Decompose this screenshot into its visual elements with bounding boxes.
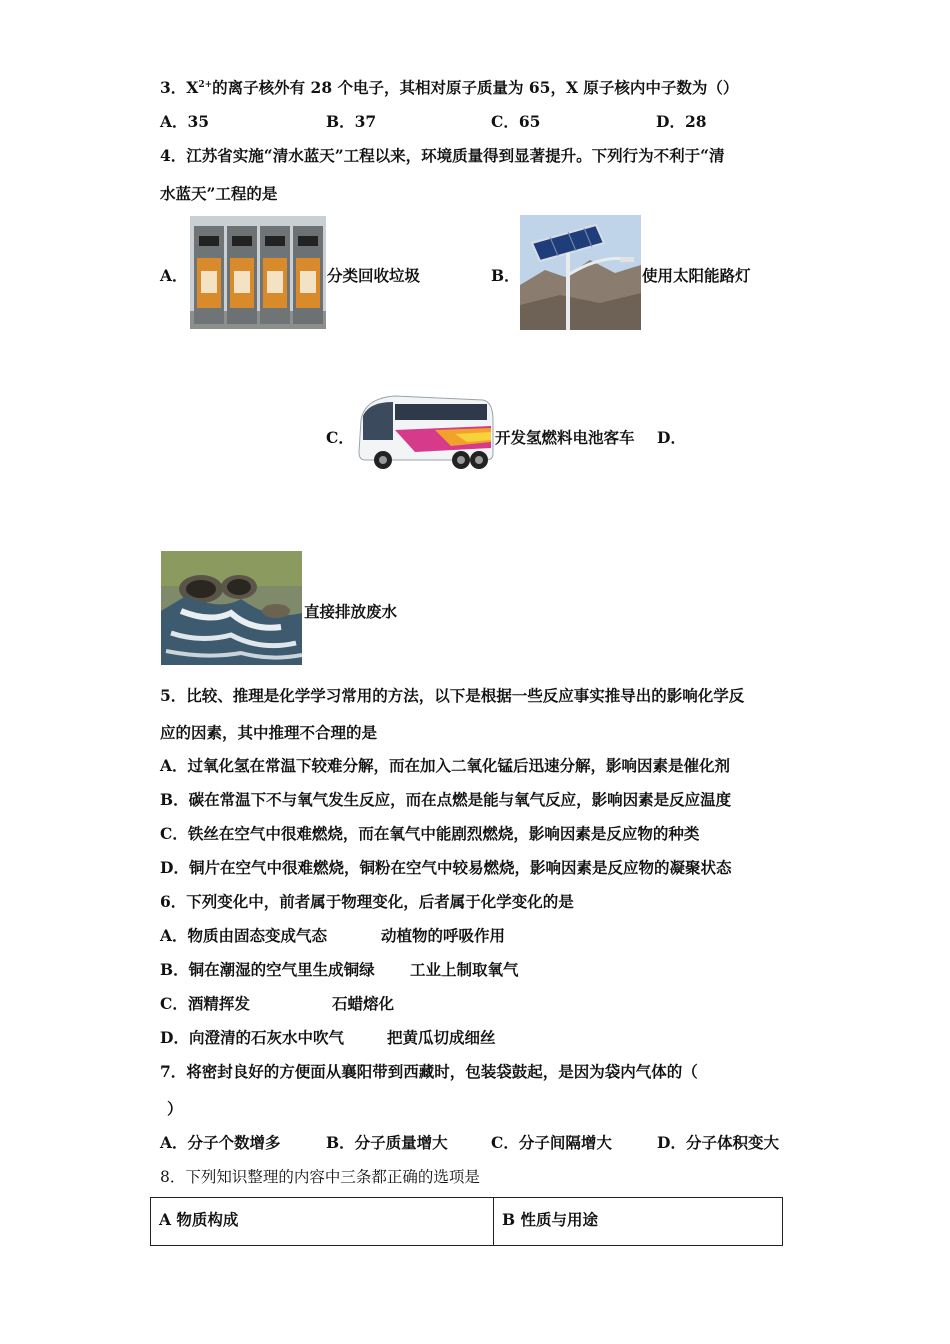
q5-stem-line1: 5．比较、推理是化学学习常用的方法，以下是根据一些反应事实推导出的影响化学反 (160, 686, 745, 705)
q8-stem: 8．下列知识整理的内容中三条都正确的选项是 (160, 1168, 480, 1186)
q3-option-b: B．37 (326, 112, 377, 131)
q4-stem-line1: 4．江苏省实施“清水蓝天”工程以来，环境质量得到显著提升。下列行为不利于“清 (160, 146, 725, 165)
q4-option-c-label: C． (326, 428, 354, 447)
q6-option-a-first: A．物质由固态变成气态 (160, 926, 328, 945)
q6-option-d-first: D．向澄清的石灰水中吹气 (160, 1028, 344, 1047)
q7-stem-line1: 7．将密封良好的方便面从襄阳带到西藏时，包装袋鼓起，是因为袋内气体的（ (160, 1062, 698, 1081)
solar-street-lamp-image (520, 215, 641, 330)
q5-option-b: B．碳在常温下不与氧气发生反应，而在点燃是能与氧气反应，影响因素是反应温度 (160, 790, 732, 809)
q6-option-c-second: 石蜡熔化 (332, 994, 395, 1013)
table-row (151, 1198, 783, 1246)
q3-option-a: A．35 (160, 112, 210, 131)
q7-option-b: B．分子质量增大 (326, 1133, 448, 1152)
q6-option-b-second: 工业上制取氧气 (410, 960, 519, 979)
q4-option-a-label: A． (160, 266, 188, 285)
q7-option-a: A．分子个数增多 (160, 1133, 281, 1152)
q6-stem: 6．下列变化中，前者属于物理变化，后者属于化学变化的是 (160, 892, 574, 911)
q6-option-c-first: C．酒精挥发 (160, 994, 250, 1013)
q7-option-d: D．分子体积变大 (657, 1133, 779, 1152)
recycling-bins-image (190, 216, 326, 329)
q4-option-a-text: 分类回收垃圾 (327, 266, 421, 285)
q4-option-c-text: 开发氢燃料电池客车 (495, 428, 635, 447)
q7-option-c: C．分子间隔增大 (491, 1133, 612, 1152)
q5-option-d: D．铜片在空气中很难燃烧，铜粉在空气中较易燃烧，影响因素是反应物的凝聚状态 (160, 858, 732, 877)
q4-option-d-text: 直接排放废水 (304, 602, 398, 621)
q8-col-a-header: A 物质构成 (151, 1198, 494, 1246)
q8-col-b-header: B 性质与用途 (494, 1198, 783, 1246)
q6-option-a-second: 动植物的呼吸作用 (381, 926, 506, 945)
q6-option-b-first: B．铜在潮湿的空气里生成铜绿 (160, 960, 375, 979)
wastewater-discharge-image (161, 551, 302, 665)
q5-option-c: C．铁丝在空气中很难燃烧，而在氧气中能剧烈燃烧，影响因素是反应物的种类 (160, 824, 700, 843)
q3-option-c: C．65 (491, 112, 541, 131)
q5-stem-line2: 应的因素，其中推理不合理的是 (160, 723, 378, 742)
q3-option-d: D．28 (656, 112, 707, 131)
q8-knowledge-table (150, 1197, 783, 1246)
q4-option-b-text: 使用太阳能路灯 (642, 266, 751, 285)
q4-option-b-label: B． (491, 266, 520, 285)
q3-stem: 3．$X^{2+}$的离子核外有 28 个电子，其相对原子质量为 65，X 原子核内中子数为（） (160, 78, 739, 97)
q7-stem-line2: ） (167, 1099, 183, 1118)
q4-option-d-label: D． (657, 428, 686, 447)
q6-option-d-second: 把黄瓜切成细丝 (387, 1028, 496, 1047)
hydrogen-bus-image (355, 390, 495, 476)
q5-option-a: A．过氧化氢在常温下较难分解，而在加入二氧化锰后迅速分解，影响因素是催化剂 (160, 756, 731, 775)
q4-stem-line2: 水蓝天”工程的是 (160, 184, 278, 203)
